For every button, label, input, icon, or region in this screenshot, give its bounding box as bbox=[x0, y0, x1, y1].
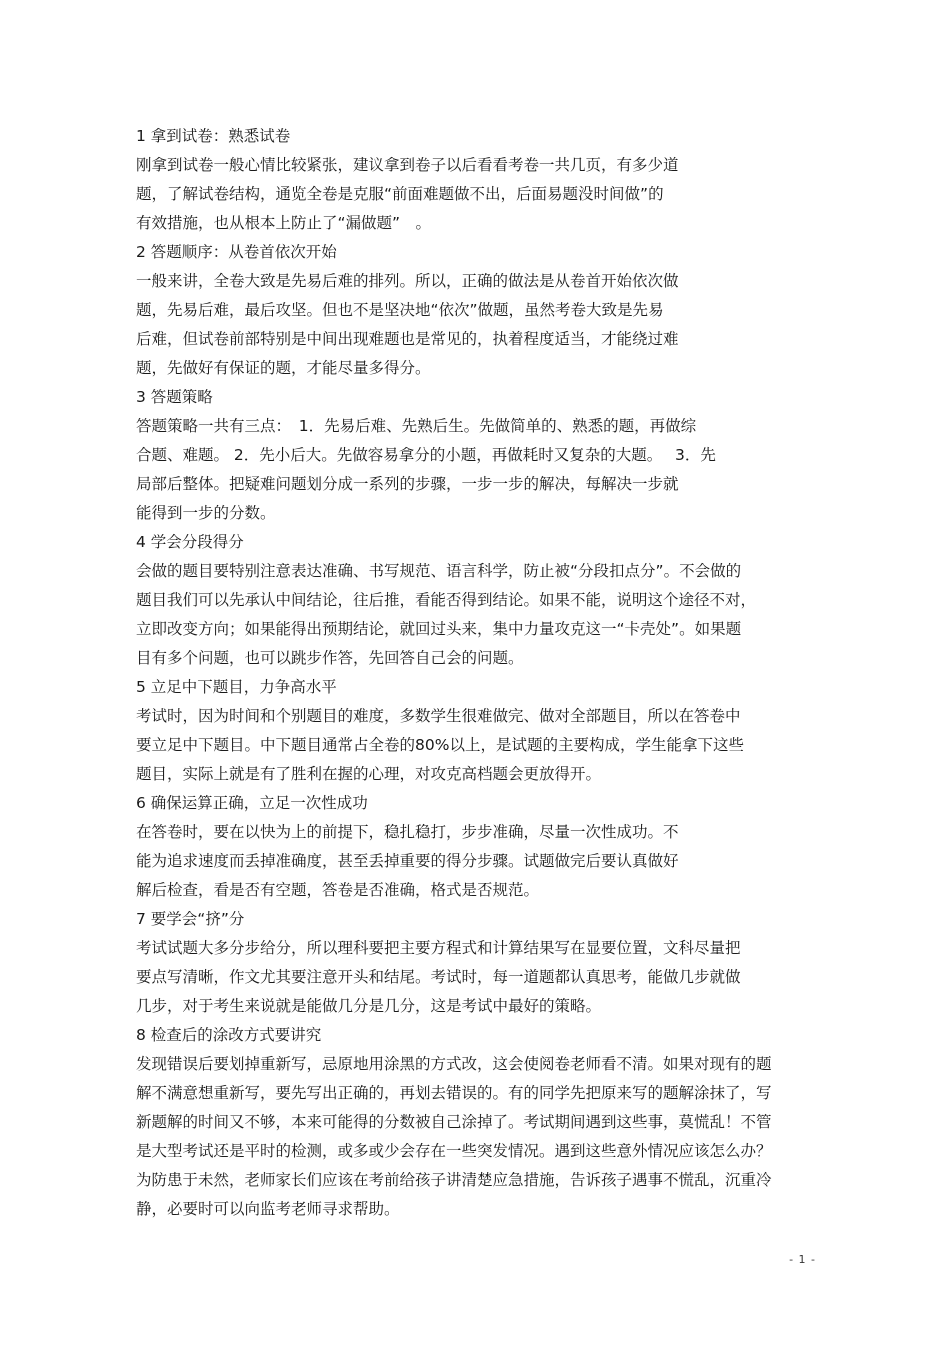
paragraph-line: 会做的题目要特别注意表达准确、书写规范、语言科学，防止被“分段扣点分”。不会做的 bbox=[136, 562, 742, 580]
section-heading: 2 答题顺序：从卷首依次开始 bbox=[136, 243, 337, 261]
section-heading: 6 确保运算正确，立足一次性成功 bbox=[136, 794, 368, 812]
paragraph-line: 刚拿到试卷一般心情比较紧张，建议拿到卷子以后看看考卷一共几页，有多少道 bbox=[136, 156, 679, 174]
section-heading: 8 检查后的涂改方式要讲究 bbox=[136, 1026, 322, 1044]
paragraph-line: 题，了解试卷结构，通览全卷是克服“前面难题做不出，后面易题没时间做”的 bbox=[136, 185, 664, 203]
paragraph-line: 静，必要时可以向监考老师寻求帮助。 bbox=[136, 1200, 400, 1218]
paragraph-line: 能得到一步的分数。 bbox=[136, 504, 276, 522]
section-heading: 7 要学会“挤”分 bbox=[136, 910, 245, 928]
paragraph-line: 题，先易后难，最后攻坚。但也不是坚决地“依次”做题，虽然考卷大致是先易 bbox=[136, 301, 664, 319]
paragraph-line: 几步，对于考生来说就是能做几分是几分，这是考试中最好的策略。 bbox=[136, 997, 602, 1015]
paragraph-line: 目有多个问题，也可以跳步作答，先回答自己会的问题。 bbox=[136, 649, 524, 667]
paragraph-line: 是大型考试还是平时的检测，或多或少会存在一些突发情况。遇到这些意外情况应该怎么办？ bbox=[136, 1142, 772, 1160]
paragraph-line: 题目我们可以先承认中间结论，往后推，看能否得到结论。如果不能，说明这个途径不对， bbox=[136, 591, 757, 609]
page-number: - 1 - bbox=[789, 1253, 816, 1266]
paragraph-line: 要点写清晰，作文尤其要注意开头和结尾。考试时，每一道题都认真思考，能做几步就做 bbox=[136, 968, 741, 986]
section-heading: 4 学会分段得分 bbox=[136, 533, 244, 551]
section-heading: 3 答题策略 bbox=[136, 388, 213, 406]
paragraph-line: 新题解的时间又不够，本来可能得的分数被自己涂掉了。考试期间遇到这些事，莫慌乱！不管 bbox=[136, 1113, 772, 1131]
paragraph-line: 考试试题大多分步给分，所以理科要把主要方程式和计算结果写在显要位置，文科尽量把 bbox=[136, 939, 741, 957]
paragraph-line: 局部后整体。把疑难问题划分成一系列的步骤，一步一步的解决，每解决一步就 bbox=[136, 475, 679, 493]
paragraph-line: 考试时，因为时间和个别题目的难度，多数学生很难做完、做对全部题目，所以在答卷中 bbox=[136, 707, 741, 725]
paragraph-line: 在答卷时，要在以快为上的前提下，稳扎稳打，步步准确，尽量一次性成功。不 bbox=[136, 823, 679, 841]
paragraph-line: 后难，但试卷前部特别是中间出现难题也是常见的，执着程度适当，才能绕过难 bbox=[136, 330, 679, 348]
paragraph-line: 要立足中下题目。中下题目通常占全卷的80%以上，是试题的主要构成，学生能拿下这些 bbox=[136, 736, 744, 754]
paragraph-line: 题目，实际上就是有了胜利在握的心理，对攻克高档题会更放得开。 bbox=[136, 765, 602, 783]
paragraph-line: 发现错误后要划掉重新写，忌原地用涂黑的方式改，这会使阅卷老师看不清。如果对现有的题 bbox=[136, 1055, 772, 1073]
paragraph-line: 题，先做好有保证的题，才能尽量多得分。 bbox=[136, 359, 431, 377]
paragraph-line: 一般来讲，全卷大致是先易后难的排列。所以，正确的做法是从卷首开始依次做 bbox=[136, 272, 679, 290]
paragraph-line: 为防患于未然，老师家长们应该在考前给孩子讲清楚应急措施，告诉孩子遇事不慌乱，沉重冷 bbox=[136, 1171, 772, 1189]
paragraph-line: 解后检查，看是否有空题，答卷是否准确，格式是否规范。 bbox=[136, 881, 540, 899]
section-heading: 5 立足中下题目，力争高水平 bbox=[136, 678, 337, 696]
paragraph-line: 有效措施，也从根本上防止了“漏做题” 。 bbox=[136, 214, 432, 232]
document-body bbox=[136, 122, 836, 1224]
paragraph-line: 立即改变方向；如果能得出预期结论，就回过头来，集中力量攻克这一“卡壳处”。如果题 bbox=[136, 620, 742, 638]
paragraph-line: 合题、难题。 2．先小后大。先做容易拿分的小题，再做耗时又复杂的大题。 3．先 bbox=[136, 446, 716, 464]
paragraph-line: 答题策略一共有三点： 1．先易后难、先熟后生。先做简单的、熟悉的题，再做综 bbox=[136, 417, 697, 435]
paragraph-line: 解不满意想重新写，要先写出正确的，再划去错误的。有的同学先把原来写的题解涂抹了，写 bbox=[136, 1084, 772, 1102]
section-heading: 1 拿到试卷：熟悉试卷 bbox=[136, 127, 291, 145]
paragraph-line: 能为追求速度而丢掉准确度，甚至丢掉重要的得分步骤。试题做完后要认真做好 bbox=[136, 852, 679, 870]
